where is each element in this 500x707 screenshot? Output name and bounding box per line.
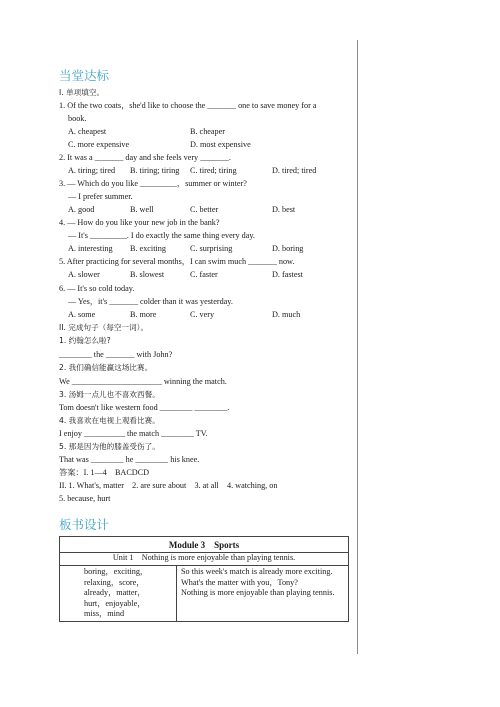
board-subtitle: Unit 1 Nothing is more enjoyable than playing tennis. (60, 552, 349, 566)
q4-option-a: A. interesting (68, 244, 113, 253)
q6-option-c: C. very (190, 310, 215, 319)
q5-option-a: A. slower (68, 270, 100, 279)
section-title-practice: 当堂达标 (59, 68, 110, 83)
q5-option-d: D. fastest (272, 270, 303, 279)
q2-option-d: D. tired; tired (272, 166, 317, 175)
q6-option-b: B. more (130, 310, 157, 319)
sentence-line: So this week's match is already more exciting. (181, 567, 333, 576)
q2-option-b: B. tiring; tiring (130, 166, 180, 175)
sentence-3-chinese: 3. 汤姆一点儿也不喜欢西餐。 (59, 390, 160, 399)
sentence-1-chinese: 1. 约翰怎么啦? (59, 336, 111, 345)
q3-option-a: A. good (68, 205, 95, 214)
sentence-2-english: We ______________________ winning the match. (59, 377, 227, 386)
question-1-cont: book. (68, 114, 87, 123)
q3-option-b: B. well (130, 205, 154, 214)
q1-option-a: A. cheapest (68, 127, 107, 136)
q4-option-d: D. boring (272, 244, 304, 253)
q1-option-d: D. most expensive (190, 140, 251, 149)
margin-line (357, 40, 358, 654)
answer-key-1: 答案：I. 1—4 BACDCD (59, 468, 150, 477)
question-4-reply: — It's _________. I do exactly the same thing every day. (68, 231, 255, 240)
vocab-line: boring，exciting， (84, 567, 149, 576)
q2-option-c: C. tired; tiring (190, 166, 237, 175)
board-vocabulary-cell (60, 566, 177, 622)
sentence-line: What's the matter with you，Tony? (181, 577, 298, 587)
answer-key-2: II. 1. What's, matter 2. are sure about 3. at all 4. watching, on (59, 481, 278, 490)
q6-option-a: A. some (68, 310, 96, 319)
q5-option-c: C. faster (190, 270, 218, 279)
question-6: 6. — It's so cold today. (59, 284, 135, 293)
sentence-line: Nothing is more enjoyable than playing tennis. (181, 588, 335, 597)
board-design-table (59, 536, 349, 622)
q3-option-d: D. best (272, 205, 296, 214)
q3-option-c: C. better (190, 205, 219, 214)
board-title: Module 3 Sports (60, 537, 349, 553)
vocab-line: relaxing，score， (84, 577, 145, 587)
sentence-4-english: I enjoy __________ the match ________ TV. (59, 429, 208, 438)
sentence-4-chinese: 4. 我喜欢在电视上观看比赛。 (59, 416, 160, 425)
q4-option-c: C. surprising (190, 244, 233, 253)
sentence-1-english: ________ the _______ with John? (59, 350, 173, 359)
question-6-reply: — Yes，it's _______ colder than it was yesterday. (68, 297, 233, 306)
question-2: 2. It was a _______ day and she feels very _______. (59, 153, 231, 162)
question-1: 1. Of the two coats，she'd like to choose the _______ one to save money for a (59, 101, 317, 110)
question-5: 5. After practicing for several months，I can swim much _______ now. (59, 257, 295, 266)
sentence-2-chinese: 2. 我们确信能赢这场比赛。 (59, 363, 153, 372)
q6-option-d: D. much (272, 310, 301, 319)
vocab-line: hurt，enjoyable， (84, 598, 146, 608)
part1-heading: I. 单项填空。 (59, 88, 105, 97)
sentence-5-chinese: 5. 那是因为他的膝盖受伤了。 (59, 442, 160, 451)
vocab-line: miss，mind (84, 609, 125, 618)
section-title-board: 板书设计 (59, 517, 110, 532)
question-4: 4. — How do you like your new job in the bank? (59, 218, 220, 227)
part2-heading: II. 完成句子（每空一词）。 (59, 323, 149, 332)
vocab-line: already，matter， (84, 588, 146, 597)
q4-option-b: B. exciting (130, 244, 166, 253)
q1-option-b: B. cheaper (190, 127, 226, 136)
answer-key-3: 5. because, hurt (59, 494, 111, 503)
question-3-reply: — I prefer summer. (68, 192, 133, 201)
sentence-5-english: That was ________ he ________ his knee. (59, 455, 200, 464)
q1-option-c: C. more expensive (68, 140, 130, 149)
sentence-3-english: Tom doesn't like western food ________ ________. (59, 403, 230, 412)
question-3: 3. — Which do you like _________，summer or winter? (59, 179, 247, 188)
q2-option-a: A. tiring; tired (68, 166, 116, 175)
board-sentences-cell (177, 566, 349, 622)
q5-option-b: B. slowest (130, 270, 165, 279)
